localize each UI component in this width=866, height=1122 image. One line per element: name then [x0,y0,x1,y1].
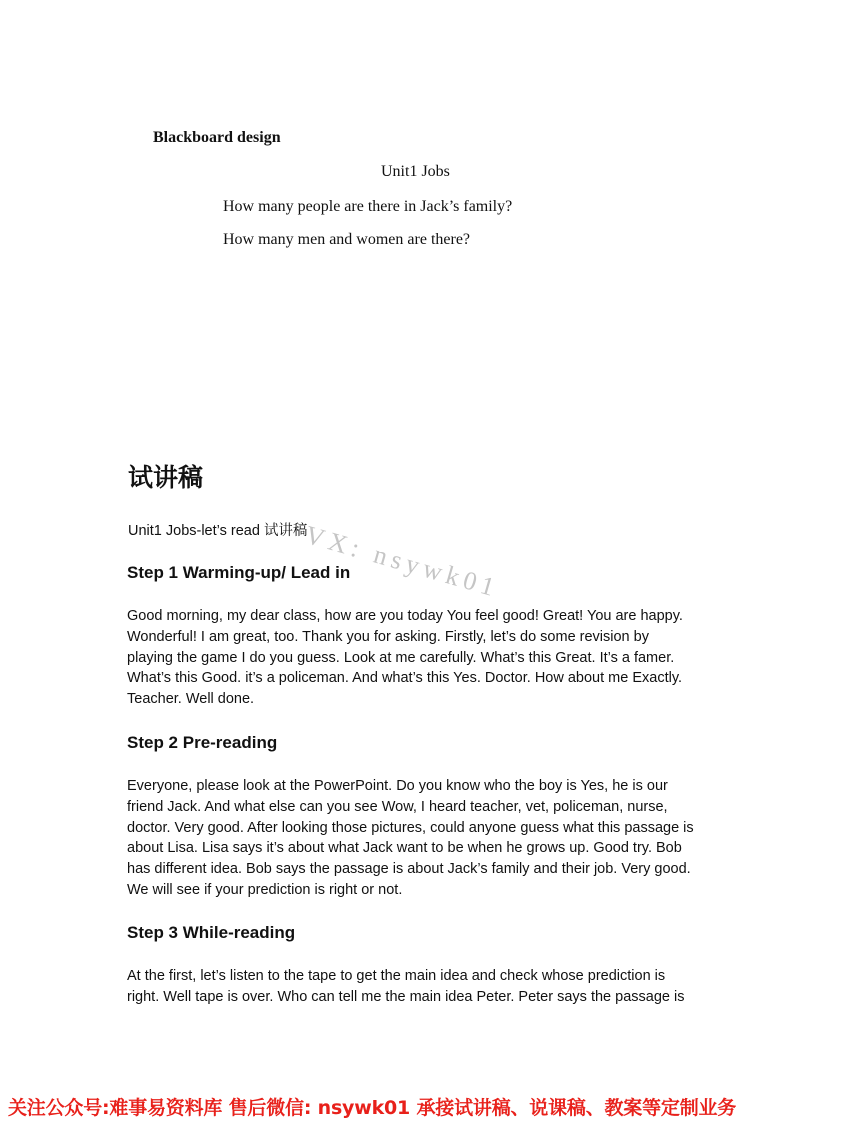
blackboard-question-2: How many men and women are there? [223,231,471,248]
paragraph-line: At the first, let’s listen to the tape to get the main idea and check whose prediction is [127,968,666,984]
step-2-heading: Step 2 Pre-reading [127,733,278,752]
paragraph-line: has different idea. Bob says the passage is about Jack’s family and their job. Very good. [127,861,691,878]
blackboard-title: Unit1 Jobs [381,163,450,180]
step-3-paragraph [127,966,747,1008]
paragraph-line: Good morning, my dear class, how are you today You feel good! Great! You are happy. [127,608,683,624]
step-1-paragraph [127,606,747,710]
paragraph-line: Teacher. Well done. [127,691,255,708]
paragraph-line: right. Well tape is over. Who can tell me the main idea Peter. Peter says the passage is [127,988,685,1005]
blackboard-heading: Blackboard design [153,129,281,146]
watermark-text: VX: nsywk01 [302,520,503,604]
paragraph-line: about Lisa. Lisa says it’s about what Jack want to be when he grows up. Good try. Bob [127,840,682,857]
paragraph-line: What’s this Good. it’s a policeman. And what’s this Yes. Doctor. How about me Exactly. [127,670,683,687]
paragraph-line: doctor. Very good. After looking those pictures, could anyone guess what this passage is [127,819,694,836]
step-2-paragraph [127,776,747,901]
paragraph-line: Everyone, please look at the PowerPoint. Do you know who the boy is Yes, he is our [127,778,668,794]
script-title: 试讲稿 [128,463,204,492]
script-subtitle: Unit1 Jobs-let’s read 试讲稿 [128,523,308,539]
blackboard-question-1: How many people are there in Jack’s family? [223,198,513,215]
paragraph-line: We will see if your prediction is right or not. [127,881,403,898]
footer-promo-banner: 关注公众号:难事易资料库 售后微信: nsywk01 承接试讲稿、说课稿、教案等定制业务 [8,1097,737,1119]
step-1-heading: Step 1 Warming-up/ Lead in [127,563,351,582]
step-3-heading: Step 3 While-reading [127,923,296,942]
paragraph-line: friend Jack. And what else can you see Wow, I heard teacher, vet, policeman, nurse, [127,798,668,815]
paragraph-line: Wonderful! I am great, too. Thank you for asking. Firstly, let’s do some revision by [127,628,649,645]
paragraph-line: playing the game I do you guess. Look at me carefully. What’s this Great. It’s a famer. [127,649,675,666]
